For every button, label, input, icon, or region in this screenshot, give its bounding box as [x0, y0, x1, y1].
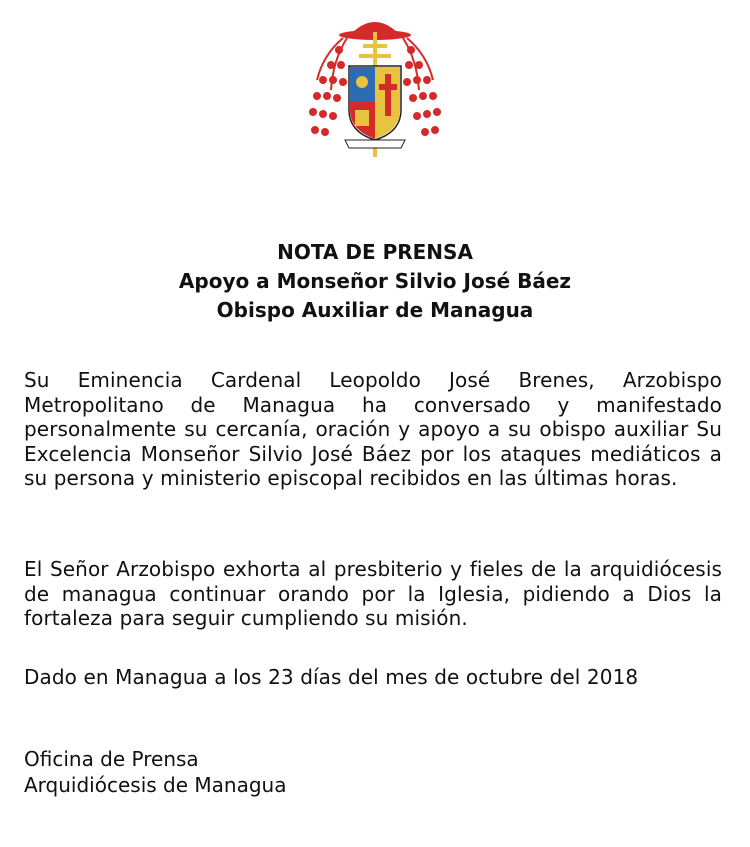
signature-institution: Arquidiócesis de Managua: [24, 773, 287, 797]
heading-subject: Apoyo a Monseñor Silvio José Báez: [178, 269, 572, 293]
cardinal-coat-of-arms-icon: [303, 10, 447, 160]
signature-block: [24, 746, 286, 798]
signature-office: Oficina de Prensa: [24, 747, 199, 771]
body-paragraph-2: El Señor Arzobispo exhorta al presbiterio y fieles de la arquidiócesis de managua continuar orando por la Iglesia, pidiendo a Dios la fortaleza para seguir cumpliendo su misión.: [24, 557, 722, 630]
press-release-heading: [0, 238, 750, 325]
heading-label: NOTA DE PRENSA: [277, 240, 473, 264]
dateline: Dado en Managua a los 23 días del mes de octubre del 2018: [24, 665, 639, 689]
coat-of-arms: [303, 10, 447, 160]
heading-position: Obispo Auxiliar de Managua: [216, 298, 534, 322]
body-paragraph-1: Su Eminencia Cardenal Leopoldo José Brenes, Arzobispo Metropolitano de Managua ha conversado y manifestado personalmente su cercanía, oración y apoyo a su obispo auxiliar Su Excelencia Monseñor Silvio José Báez por los ataques mediáticos a su persona y ministerio episcopal recibidos en las últimas horas.: [24, 368, 722, 490]
